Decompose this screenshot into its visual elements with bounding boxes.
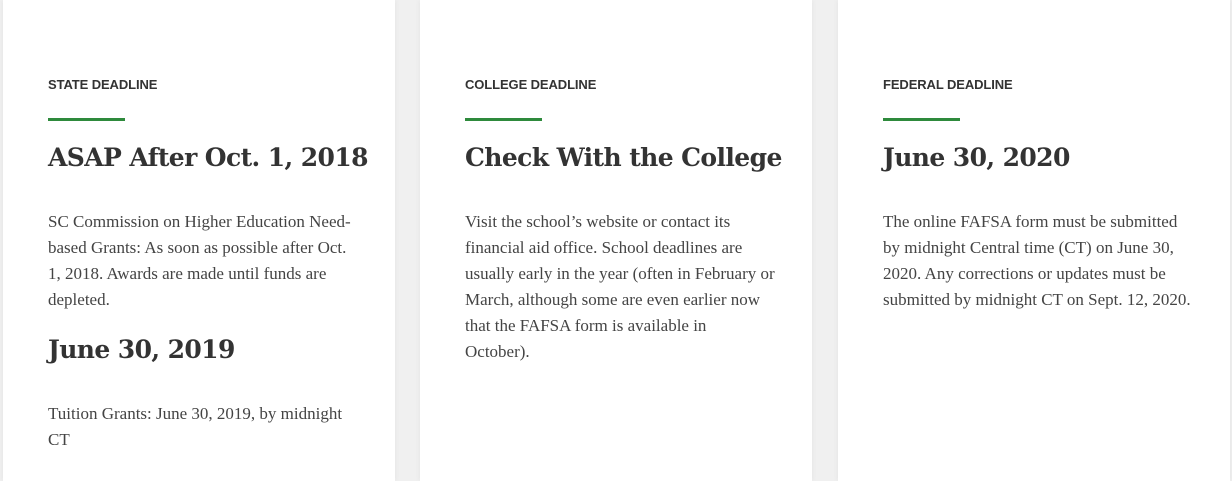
card-subheading: June 30, 2019 [48,335,235,364]
card-description: The online FAFSA form must be submitted by midnight Central time (CT) on June 30, 2020. Any corrections or updates must be submitted by midnight CT on Sept. 12, 2020. [883,212,1191,309]
accent-divider [883,118,960,121]
card-subdescription: Tuition Grants: June 30, 2019, by midnight CT [48,404,343,449]
college-deadline-card [420,0,812,481]
accent-divider [48,118,125,121]
card-heading: Check With the College [465,143,782,172]
card-eyebrow: FEDERAL DEADLINE [883,77,1013,92]
federal-deadline-card [838,0,1230,481]
card-description: SC Commission on Higher Education Need-based Grants: As soon as possible after Oct. 1, 2018. Awards are made until funds are depleted. [48,212,351,309]
card-heading: ASAP After Oct. 1, 2018 [48,143,368,172]
card-description: Visit the school’s website or contact its financial aid office. School deadlines are usually early in the year (often in February or March, although some are even earlier now that the FAFSA form is available in October). [465,212,775,361]
card-eyebrow: COLLEGE DEADLINE [465,77,597,92]
card-eyebrow: STATE DEADLINE [48,77,158,92]
state-deadline-card [3,0,395,481]
card-heading: June 30, 2020 [883,143,1070,172]
accent-divider [465,118,542,121]
